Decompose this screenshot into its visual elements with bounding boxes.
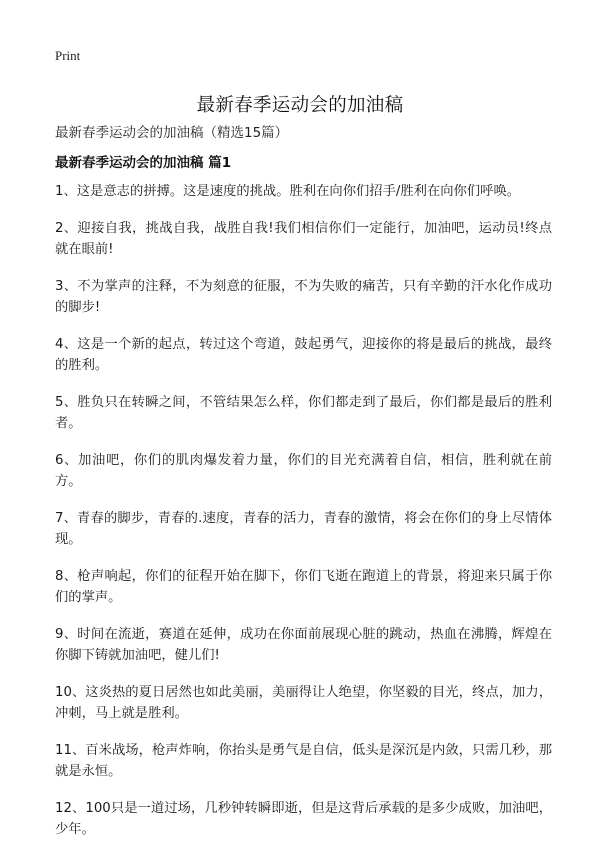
cheer-item: 8、枪声响起，你们的征程开始在脚下，你们飞逝在跑道上的背景，将迎来只属于你们的掌声。 xyxy=(55,569,552,605)
cheer-item: 9、时间在流逝，赛道在延伸，成功在你面前展现心脏的跳动，热血在沸腾，辉煌在你脚下铸就加油吧，健儿们! xyxy=(55,627,552,663)
print-label: Print xyxy=(55,48,81,63)
cheer-item: 4、这是一个新的起点，转过这个弯道，鼓起勇气，迎接你的将是最后的挑战，最终的胜利。 xyxy=(55,337,552,373)
cheer-item: 2、迎接自我，挑战自我，战胜自我!我们相信你们一定能行，加油吧，运动员!终点就在眼前! xyxy=(55,221,552,257)
cheer-item: 10、这炎热的夏日居然也如此美丽，美丽得让人绝望，你坚毅的目光，终点，加力，冲刺，马上就是胜利。 xyxy=(55,685,552,721)
section-heading: 最新春季运动会的加油稿 篇1 xyxy=(55,155,232,171)
cheer-item: 12、100只是一道过场，几秒钟转瞬即逝，但是这背后承载的是多少成败，加油吧，少年。 xyxy=(55,801,552,837)
cheer-list xyxy=(55,181,552,856)
cheer-item: 5、胜负只在转瞬之间，不管结果怎么样，你们都走到了最后，你们都是最后的胜利者。 xyxy=(55,395,552,431)
cheer-item: 6、加油吧，你们的肌肉爆发着力量，你们的目光充满着自信，相信，胜利就在前方。 xyxy=(55,453,552,489)
cheer-item: 7、青春的脚步，青春的.速度，青春的活力，青春的激情，将会在你们的身上尽情体现。 xyxy=(55,511,552,547)
cheer-item: 1、这是意志的拼搏。这是速度的挑战。胜利在向你们招手/胜利在向你们呼唤。 xyxy=(55,184,521,199)
document-subtitle: 最新春季运动会的加油稿（精选15篇） xyxy=(55,125,289,141)
cheer-item: 3、不为掌声的注释，不为刻意的征服，不为失败的痛苦，只有辛勤的汗水化作成功的脚步! xyxy=(55,279,552,315)
page-title: 最新春季运动会的加油稿 xyxy=(196,95,404,117)
cheer-item: 11、百米战场，枪声炸响，你抬头是勇气是自信，低头是深沉是内敛，只需几秒，那就是永恒。 xyxy=(55,743,552,779)
